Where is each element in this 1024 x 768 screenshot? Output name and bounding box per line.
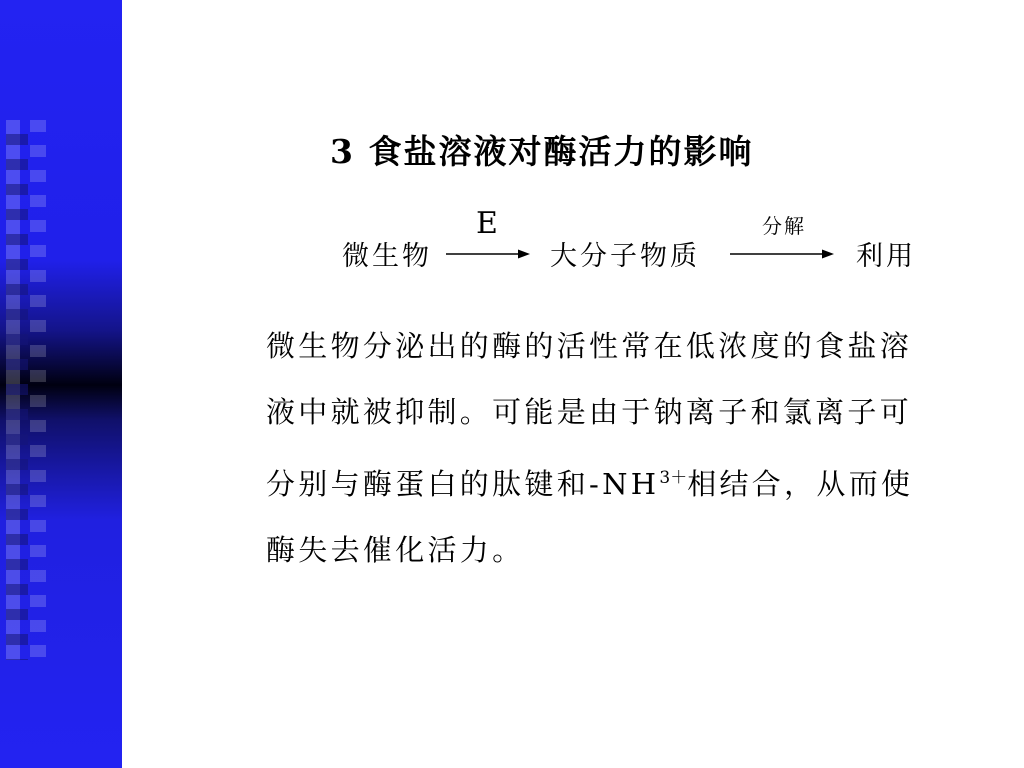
arrow-right-icon [730,248,834,260]
paragraph-line-1: 微生物分泌出的酶的活性常在低浓度的食盐溶 [266,329,913,363]
diagram-intermediate: 大分子物质 [550,241,700,272]
arrow-right-icon [446,248,530,260]
paragraph-line-3 [266,445,966,517]
decorative-square-pattern [6,120,28,660]
paragraph-line-2: 液中就被抑制。可能是由于钠离子和氯离子可 [266,395,913,429]
diagram-product: 利用 [856,241,916,272]
paragraph-line-3-end: 相结合，从而使 [687,467,914,501]
paragraph-line-4: 酶失去催化活力。 [266,533,525,567]
slide-title: 3 食盐溶液对酶活力的影响 [330,132,754,171]
diagram-source: 微生物 [342,241,432,272]
left-decorative-band [0,0,122,768]
decorative-square-pattern-secondary [30,120,46,660]
arrow1-label: E [476,206,498,241]
arrow2-label: 分解 [762,214,806,238]
ion-charge-superscript: 3＋ [659,468,688,488]
paragraph-line-3-start: 分别与酶蛋白的肽键和-NH [266,467,660,501]
body-paragraph [266,313,966,583]
